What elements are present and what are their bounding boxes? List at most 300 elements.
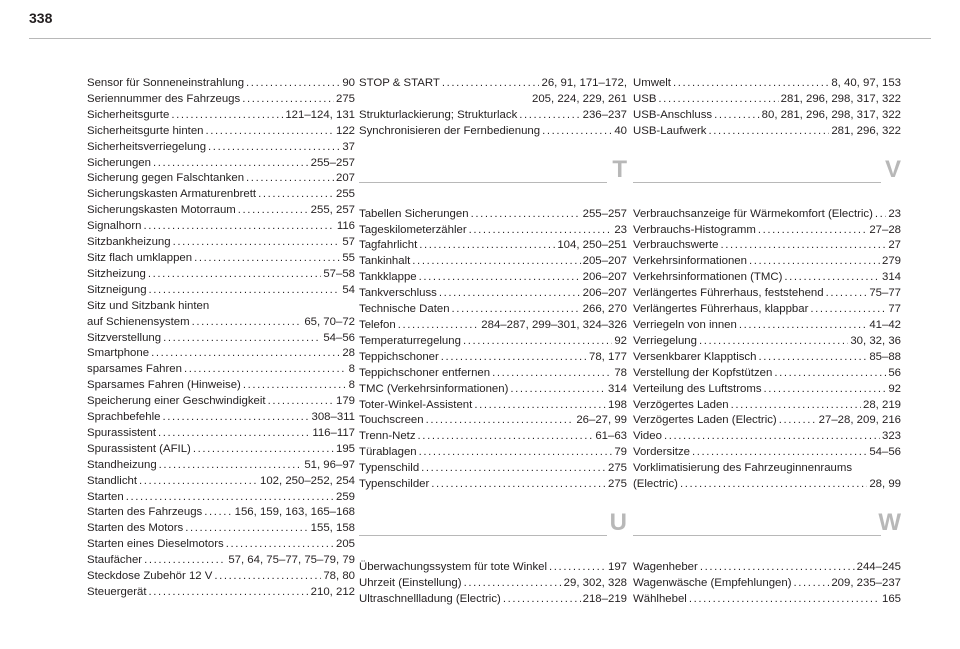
entry-pages: 79 (614, 446, 627, 459)
dot-leader (149, 283, 341, 299)
dot-leader (144, 553, 226, 569)
dot-leader (139, 474, 258, 490)
index-entry (359, 318, 627, 334)
entry-pages: 266, 270 (582, 303, 627, 316)
entry-term: Sicherung gegen Falschtanken (87, 172, 245, 185)
section-header (359, 508, 627, 557)
entry-term: Wagenwäsche (Empfehlungen) (633, 576, 792, 589)
dot-leader (442, 76, 540, 92)
entry-term: Wagenheber (633, 560, 698, 573)
entry-pages: 284–287, 299–301, 324–326 (481, 318, 627, 331)
section-letter: W (868, 515, 901, 531)
dot-leader (242, 92, 334, 108)
entry-pages: 102, 250–252, 254 (259, 474, 355, 487)
dot-leader (699, 334, 848, 350)
entry-term: Sitzheizung (87, 267, 146, 280)
index-entry (87, 219, 355, 235)
entry-term: Verzögertes Laden (633, 398, 729, 411)
index-entry (633, 398, 901, 414)
entry-term: Verlängertes Führerhaus, klappbar (633, 303, 809, 316)
entry-term: Uhrzeit (Einstellung) (359, 576, 462, 589)
entry-pages: 78, 80 (323, 570, 355, 583)
entry-term: Speicherung einer Geschwindigkeit (87, 395, 266, 408)
index-entry (359, 477, 627, 493)
index-entry (359, 254, 627, 270)
entry-term: Technische Daten (359, 303, 450, 316)
entry-pages: 314 (881, 271, 901, 284)
index-entry (87, 394, 355, 410)
entry-pages: 209, 235–237 (831, 576, 901, 589)
entry-pages: 23 (614, 223, 627, 236)
entry-term: Sicherheitsverriegelung (87, 140, 207, 153)
index-entry (87, 92, 355, 108)
entry-pages: 116–117 (312, 426, 355, 439)
dot-leader (143, 219, 334, 235)
entry-pages: 40 (614, 124, 627, 137)
section-letter: T (602, 162, 627, 178)
entry-term: Touchscreen (359, 414, 424, 427)
entry-pages: 85–88 (869, 350, 901, 363)
entry-term: USB-Laufwerk (633, 124, 707, 137)
entry-pages: 205 (335, 538, 355, 551)
dot-leader (194, 251, 340, 267)
dot-leader (214, 569, 321, 585)
dot-leader (542, 124, 612, 140)
dot-leader (794, 576, 830, 592)
entry-term: Vordersitze (633, 446, 690, 459)
entry-pages: 279 (881, 255, 901, 268)
dot-leader (708, 124, 829, 140)
dot-leader (426, 413, 575, 429)
entry-term: Typenschilder (359, 478, 430, 491)
index-entry (87, 251, 355, 267)
index-entry (359, 223, 627, 239)
entry-term: Teppichschoner (359, 350, 439, 363)
dot-leader (208, 140, 340, 156)
dot-leader (474, 398, 606, 414)
dot-leader (431, 477, 606, 493)
entry-pages: 51, 96–97 (304, 458, 355, 471)
entry-term: Signalhorn (87, 220, 142, 233)
entry-term: Telefon (359, 318, 396, 331)
entry-term: Verriegeln von innen (633, 318, 737, 331)
index-entry (633, 270, 901, 286)
index-entry (87, 299, 355, 315)
index-entry (87, 171, 355, 187)
index-entry (633, 366, 901, 382)
dot-leader (149, 585, 309, 601)
index-entry (633, 238, 901, 254)
entry-pages: 236–237 (582, 108, 627, 121)
index-entry (87, 569, 355, 585)
dot-leader (464, 576, 562, 592)
index-entry (633, 334, 901, 350)
page-number: 338 (29, 10, 53, 26)
dot-leader (720, 238, 886, 254)
entry-term: sparsames Fahren (87, 363, 182, 376)
entry-term: auf Schienensystem (87, 315, 190, 328)
section-divider (359, 535, 607, 536)
entry-pages: 155, 158 (310, 522, 355, 535)
index-entry (633, 592, 901, 608)
dot-leader (875, 207, 886, 223)
dot-leader (714, 108, 760, 124)
index-entry (359, 350, 627, 366)
index-entry (359, 76, 627, 92)
index-entry (87, 537, 355, 553)
dot-leader (758, 223, 868, 239)
index-entry (87, 362, 355, 378)
index-entry (87, 505, 355, 521)
entry-term: Verbrauchsanzeige für Wärmekomfort (Electric) (633, 207, 873, 220)
index-entry (359, 445, 627, 461)
entry-term: Sicherungskasten Armaturenbrett (87, 188, 257, 201)
index-entry (87, 585, 355, 601)
dot-leader (238, 203, 309, 219)
dot-leader (171, 108, 283, 124)
entry-pages: 41–42 (869, 318, 901, 331)
index-column-3 (633, 76, 901, 608)
index-entry (87, 76, 355, 92)
entry-pages: 77 (888, 303, 901, 316)
dot-leader (158, 426, 310, 442)
dot-leader (463, 334, 612, 350)
index-entry (359, 108, 627, 124)
index-column-2 (359, 76, 627, 608)
entry-pages: 281, 296, 298, 317, 322 (780, 92, 901, 105)
entry-term: Vorklimatisierung des Fahrzeuginnenraums (633, 462, 853, 475)
index-entry (87, 442, 355, 458)
index-entry (359, 207, 627, 223)
dot-leader (418, 429, 594, 445)
entry-pages: 23 (888, 207, 901, 220)
entry-pages: 195 (335, 442, 355, 455)
dot-leader (658, 92, 778, 108)
dot-leader (258, 187, 334, 203)
entry-term: Versenkbarer Klapptisch (633, 350, 757, 363)
entry-term: Tageskilometerzähler (359, 223, 467, 236)
dot-leader (419, 270, 581, 286)
entry-term: Sicherheitsgurte (87, 108, 170, 121)
entry-pages: 255–257 (310, 156, 355, 169)
dot-leader (151, 346, 340, 362)
entry-term: Sicherheitsgurte hinten (87, 124, 204, 137)
dot-leader (206, 124, 334, 140)
index-entry (359, 238, 627, 254)
dot-leader (673, 76, 829, 92)
dot-leader (680, 477, 867, 493)
index-entry (359, 398, 627, 414)
entry-term: Verstellung der Kopfstützen (633, 366, 773, 379)
dot-leader (764, 382, 887, 398)
dot-leader (162, 410, 309, 426)
entry-term: Verbrauchs-Histogramm (633, 223, 756, 236)
entry-term: Sicherungskasten Motorraum (87, 204, 236, 217)
entry-pages: 206–207 (582, 287, 627, 300)
index-entry (87, 521, 355, 537)
entry-pages: 26, 91, 171–172, (541, 77, 627, 89)
entry-term: Typenschild (359, 462, 420, 475)
entry-pages: 205–207 (582, 255, 627, 268)
entry-term: Standlicht (87, 474, 138, 487)
entry-term: Steckdose Zubehör 12 V (87, 570, 213, 583)
entry-pages: 29, 302, 328 (563, 576, 627, 589)
entry-term: Überwachungssystem für tote Winkel (359, 560, 548, 573)
entry-pages: 104, 250–251 (557, 239, 627, 252)
entry-term: Video (633, 430, 662, 443)
dot-leader (419, 445, 613, 461)
index-entry (633, 429, 901, 445)
section-header (633, 508, 901, 557)
entry-pages: 27–28, 209, 216 (818, 414, 901, 427)
entry-term: Toter-Winkel-Assistent (359, 398, 473, 411)
index-entry (87, 156, 355, 172)
entry-pages: 65, 70–72 (304, 315, 355, 328)
entry-term: STOP & START (359, 77, 440, 89)
index-entry (87, 140, 355, 156)
entry-pages: 308–311 (311, 411, 355, 424)
index-entry (359, 366, 627, 382)
dot-leader (784, 270, 880, 286)
dot-leader (419, 238, 555, 254)
dot-leader (492, 366, 612, 382)
entry-term: Sitzbankheizung (87, 236, 171, 249)
entry-pages: 54–56 (869, 446, 901, 459)
dot-leader (758, 350, 867, 366)
index-entry (633, 318, 901, 334)
dot-leader (268, 394, 334, 410)
index-entry (87, 410, 355, 426)
entry-pages: 54–56 (323, 331, 355, 344)
index-entry (87, 203, 355, 219)
entry-term: Verkehrsinformationen (TMC) (633, 271, 783, 284)
dot-leader (471, 207, 581, 223)
index-entry (359, 592, 627, 608)
entry-pages: 275 (335, 92, 355, 105)
entry-term: Verlängertes Führerhaus, feststehend (633, 287, 824, 300)
index-entry (87, 553, 355, 569)
entry-term: Temperaturregelung (359, 334, 461, 347)
entry-term: Synchronisieren der Fernbedienung (359, 124, 541, 137)
entry-pages: 244–245 (856, 560, 901, 573)
dot-leader (439, 286, 581, 302)
entry-pages: 28, 219 (862, 398, 901, 411)
entry-term: Türablagen (359, 446, 417, 459)
index-entry (87, 267, 355, 283)
entry-term: Sensor für Sonneneinstrahlung (87, 77, 245, 89)
entry-pages: 27 (888, 239, 901, 252)
index-entry (359, 576, 627, 592)
index-entry (633, 207, 901, 223)
index-entry (633, 92, 901, 108)
entry-pages: 27–28 (869, 223, 901, 236)
section-divider (359, 182, 607, 183)
entry-pages: 281, 296, 322 (831, 124, 901, 137)
dot-leader (421, 461, 606, 477)
dot-leader (731, 398, 861, 414)
index-entry (87, 426, 355, 442)
entry-pages: 30, 32, 36 (850, 334, 901, 347)
entry-term: Starten eines Dieselmotors (87, 538, 224, 551)
section-divider (633, 535, 881, 536)
entry-pages: 78, 177 (588, 350, 627, 363)
index-entry (633, 560, 901, 576)
dot-leader (826, 286, 868, 302)
entry-term: USB-Anschluss (633, 108, 713, 121)
index-entry (633, 477, 901, 493)
index-entry (87, 378, 355, 394)
dot-leader (163, 331, 321, 347)
section-header (359, 155, 627, 204)
index-entry (359, 413, 627, 429)
section-header (633, 155, 901, 204)
dot-leader (184, 362, 347, 378)
index-entry (87, 458, 355, 474)
index-entry (633, 286, 901, 302)
entry-pages: 8 (348, 363, 355, 376)
index-entry (633, 413, 901, 429)
entry-pages: 255 (335, 188, 355, 201)
entry-term: Verkehrsinformationen (633, 255, 747, 268)
entry-term: Tabellen Sicherungen (359, 207, 469, 220)
dot-leader (398, 318, 480, 334)
entry-pages: 197 (607, 560, 627, 573)
entry-pages: 205, 224, 229, 261 (531, 92, 627, 105)
entry-term: Sitz und Sitzbank hinten (87, 299, 210, 312)
entry-pages: 210, 212 (310, 586, 355, 598)
entry-pages: 156, 159, 163, 165–168 (234, 506, 355, 519)
entry-term: Sitz flach umklappen (87, 251, 193, 264)
entry-pages: 198 (607, 398, 627, 411)
dot-leader (246, 76, 340, 92)
index-entry (359, 92, 627, 108)
index-entry (359, 382, 627, 398)
entry-term: Verriegelung (633, 334, 697, 347)
dot-leader (159, 458, 303, 474)
index-entry (87, 331, 355, 347)
entry-pages: 57, 64, 75–77, 75–79, 79 (228, 554, 355, 567)
dot-leader (810, 302, 886, 318)
entry-pages: 275 (607, 462, 627, 475)
section-letter: V (875, 162, 901, 178)
entry-pages: 165 (881, 592, 901, 605)
entry-term: Sprachbefehle (87, 411, 161, 424)
dot-leader (452, 302, 581, 318)
entry-pages: 57 (342, 236, 355, 249)
index-entry (633, 108, 901, 124)
index-entry (87, 283, 355, 299)
entry-term: Starten des Fahrzeugs (87, 506, 203, 519)
dot-leader (204, 505, 232, 521)
dot-leader (469, 223, 613, 239)
section-letter: U (600, 515, 627, 531)
dot-leader (153, 156, 309, 172)
dot-leader (173, 235, 341, 251)
entry-term: Spurassistent (87, 426, 157, 439)
entry-pages: 116 (336, 220, 355, 233)
entry-term: Tankinhalt (359, 255, 411, 268)
entry-pages: 37 (342, 140, 355, 153)
entry-pages: 122 (335, 124, 355, 137)
index-entry (87, 187, 355, 203)
entry-pages: 90 (342, 77, 355, 89)
entry-pages: 54 (342, 283, 355, 296)
entry-pages: 275 (607, 478, 627, 491)
index-entry (633, 254, 901, 270)
dot-leader (503, 592, 581, 608)
dot-leader (664, 429, 880, 445)
section-divider (633, 182, 881, 183)
index-entry (87, 108, 355, 124)
entry-pages: 75–77 (869, 287, 901, 300)
entry-term: Starten des Motors (87, 522, 184, 535)
entry-term: Sitzneigung (87, 283, 147, 296)
entry-term: Standheizung (87, 458, 157, 471)
entry-term: USB (633, 92, 657, 105)
entry-pages: 57–58 (323, 267, 355, 280)
index-entry (87, 490, 355, 506)
entry-pages: 56 (888, 366, 901, 379)
dot-leader (549, 560, 606, 576)
index-entry (359, 429, 627, 445)
index-entry (359, 302, 627, 318)
dot-leader (739, 318, 867, 334)
dot-leader (689, 592, 880, 608)
entry-term: Staufächer (87, 554, 143, 567)
entry-term: Spurassistent (AFIL) (87, 442, 191, 455)
entry-term: Verteilung des Luftstroms (633, 382, 762, 395)
dot-leader (193, 442, 334, 458)
dot-leader (692, 445, 867, 461)
entry-pages: 28 (342, 347, 355, 360)
entry-pages: 218–219 (582, 592, 627, 605)
entry-pages: 179 (335, 395, 355, 408)
dot-leader (243, 378, 347, 394)
entry-term: Verzögertes Laden (Electric) (633, 414, 777, 427)
entry-term: Sitzverstellung (87, 331, 162, 344)
entry-pages: 8, 40, 97, 153 (831, 77, 901, 89)
dot-leader (126, 490, 334, 506)
entry-term: Steuergerät (87, 586, 147, 598)
index-column-1 (87, 76, 355, 601)
entry-pages: 207 (335, 172, 355, 185)
index-entry (359, 124, 627, 140)
entry-pages: 323 (881, 430, 901, 443)
entry-pages: 206–207 (582, 271, 627, 284)
index-entry (633, 76, 901, 92)
entry-pages: 80, 281, 296, 298, 317, 322 (761, 108, 901, 121)
entry-term: Seriennummer des Fahrzeugs (87, 92, 241, 105)
dot-leader (700, 560, 855, 576)
index-entry (633, 302, 901, 318)
index-entry (87, 315, 355, 331)
index-entry (87, 346, 355, 362)
entry-pages: 255–257 (582, 207, 627, 220)
index-entry (633, 576, 901, 592)
index-entry (633, 350, 901, 366)
index-entry (633, 124, 901, 140)
entry-pages: 61–63 (595, 430, 627, 443)
entry-pages: 28, 99 (869, 478, 901, 491)
dot-leader (749, 254, 880, 270)
dot-leader (779, 413, 817, 429)
entry-term: Strukturlackierung; Strukturlack (359, 108, 518, 121)
entry-term: Verbrauchswerte (633, 239, 719, 252)
dot-leader (246, 171, 334, 187)
entry-term: Wählhebel (633, 592, 687, 605)
entry-pages: 26–27, 99 (576, 414, 627, 427)
entry-pages: 55 (342, 251, 355, 264)
